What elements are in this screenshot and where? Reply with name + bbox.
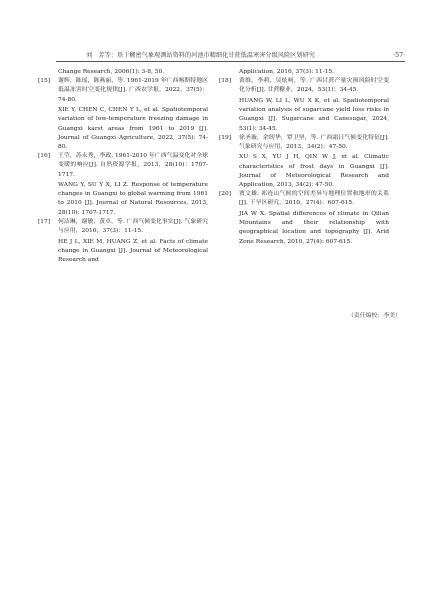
reference-text-en: HE J L, XIE M, HUANG Z, et al. Facts of climate change in Guangxi [J]. Journal of Meteorological Research and bbox=[58, 238, 208, 263]
reference-entry bbox=[219, 190, 389, 247]
reference-text-zh: 何洁琳，谢敏，黄卓，等. 广西气候变化事实[J]. 气象研究与应用，2016，37(3)：11-15. bbox=[58, 218, 208, 235]
reference-text: Change Research, 2006(1): 3-8, 50. bbox=[58, 69, 165, 75]
reference-text: Application, 2016, 37(3): 11-15. bbox=[239, 69, 334, 75]
reference-number: [17] bbox=[38, 218, 51, 225]
reference-text-zh: 谢辉，陈瑶，陈燕丽，等. 1961-2019 年广西喀斯特地区低温冻害时空变化规律[J]. 广西农学报，2022，37(5)：74-80. bbox=[58, 78, 208, 103]
reference-column-right bbox=[219, 68, 389, 247]
reference-text-en: XIE Y, CHEN C, CHEN Y L, et al. Spatiotemporal variation of low-temperature freezing damage in Guangxi karst areas from 1961 to 2019 [J]. Journal of Guangxi Agriculture, 2022, 37(5): 74-80. bbox=[58, 107, 208, 150]
reference-number: [15] bbox=[38, 78, 51, 85]
reference-entry bbox=[38, 152, 208, 218]
reference-number: [19] bbox=[219, 134, 232, 141]
reference-text-en: HUANG W, LI L, WU X K, et al. Spatiotemporal variation analysis of sugarcane yield loss risks in Guangxi [J]. Sugarcane and Canesugar, 2024, 53(1): 34-45. bbox=[239, 97, 389, 132]
reference-entry bbox=[38, 68, 208, 77]
running-header bbox=[56, 50, 405, 62]
reference-text-zh: 徐圣璇，余纫华，覃卫坚，等. 广西霜日气候变化特征[J]. 气象研究与应用，2013，34(2)：47-50. bbox=[239, 134, 389, 150]
reference-entry bbox=[219, 77, 389, 134]
reference-entry bbox=[38, 218, 208, 265]
reference-text-en: WANG Y, SU Y X, LI Z. Response of temperature changes in Guangxi to global warming from 1961 to 2010 [J]. Journal of Natural Resources, 2013, 28(10): 1707-1717. bbox=[58, 182, 208, 216]
reference-number: [20] bbox=[219, 191, 232, 198]
reference-text-zh: 黄维，李莉，吴炫柯，等. 广西甘蔗产量灾损风险时空变化分析[J]. 甘蔗糖业，2024，53(1)：34-45. bbox=[239, 78, 389, 94]
reference-number: [16] bbox=[38, 153, 51, 160]
reference-entry bbox=[219, 68, 389, 77]
reference-number: [18] bbox=[219, 78, 232, 85]
reference-entry bbox=[38, 77, 208, 152]
reference-text-zh: 贾文雄. 祁连山气候的空间差异与地理位置和地形的关系[J]. 干旱区研究，2010，27(4)：607-615. bbox=[239, 191, 389, 207]
reference-column-left bbox=[38, 68, 208, 265]
running-title: 刘 芳等：基于稠密气象观测站资料的河池市精细化甘蔗低温寒害分级风险区划研究 bbox=[86, 52, 315, 59]
reference-text-en: JIA W X. Spatial differences of climate in Qilian Mountains and their relationship with geographical location and topography [J]. Arid Zone Research, 2010, 27(4): 607-615. bbox=[239, 210, 389, 245]
reference-entry bbox=[219, 134, 389, 191]
editor-note: （责任编校：李美） bbox=[347, 313, 401, 319]
reference-text-en: XU S X, YU J H, QIN W J, et al. Climatic characteristics of frost days in Guangxi [J]. Journal of Meteorological Research and Application, 2013, 34(2): 47-50. bbox=[239, 154, 389, 189]
reference-text-zh: 王莹，苏永秀，李政. 1961-2010 年广西气温变化对全球变暖的响应[J]. 自然资源学报，2013，28(10)：1707-1717. bbox=[58, 153, 208, 178]
page-number: ·57· bbox=[393, 52, 405, 59]
